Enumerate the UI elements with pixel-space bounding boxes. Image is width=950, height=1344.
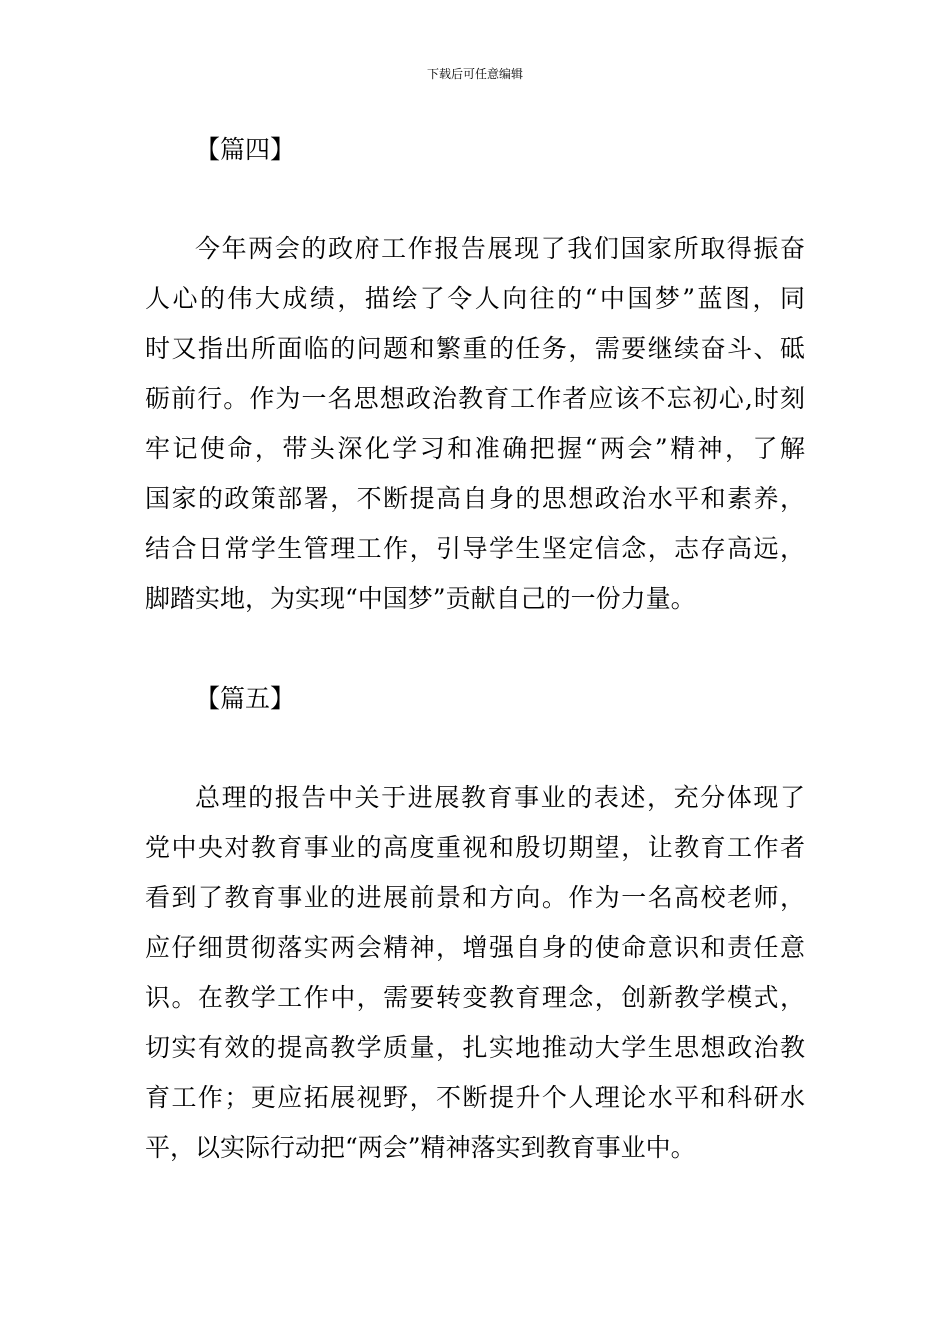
paragraph-line: 人心的伟大成绩，描绘了令人向往的“中国梦”蓝图，同 [145, 284, 805, 313]
paragraph-line: 今年两会的政府工作报告展现了我们国家所取得振奋 [195, 234, 805, 263]
paragraph-line: 脚踏实地，为实现“中国梦”贡献自己的一份力量。 [145, 584, 696, 613]
paragraph-line: 牢记使命，带头深化学习和准确把握“两会”精神，了解 [145, 434, 805, 463]
paragraph-line: 切实有效的提高教学质量，扎实地推动大学生思想政治教 [145, 1033, 805, 1062]
paragraph-line: 砺前行。作为一名思想政治教育工作者应该不忘初心,时刻 [145, 384, 805, 413]
paragraph-line: 时又指出所面临的问题和繁重的任务，需要继续奋斗、砥 [145, 334, 805, 363]
paragraph-line: 结合日常学生管理工作，引导学生坚定信念，志存高远， [145, 534, 805, 563]
paragraph-line: 识。在教学工作中，需要转变教育理念，创新教学模式， [145, 983, 805, 1012]
paragraph-line: 党中央对教育事业的高度重视和殷切期望，让教育工作者 [145, 833, 805, 862]
paragraph-line: 应仔细贯彻落实两会精神，增强自身的使命意识和责任意 [145, 933, 805, 962]
paragraph-line: 总理的报告中关于进展教育事业的表述，充分体现了 [195, 783, 805, 812]
paragraph-line: 国家的政策部署，不断提高自身的思想政治水平和素养， [145, 484, 805, 513]
paragraph-line: 平，以实际行动把“两会”精神落实到教育事业中。 [145, 1133, 696, 1162]
paragraph-line: 看到了教育事业的进展前景和方向。作为一名高校老师， [145, 883, 805, 912]
section-heading-5: 【篇五】 [195, 684, 296, 713]
header-note: 下载后可任意编辑 [426, 67, 523, 81]
section-heading-4: 【篇四】 [195, 135, 296, 164]
paragraph-line: 育工作；更应拓展视野，不断提升个人理论水平和科研水 [145, 1083, 805, 1112]
